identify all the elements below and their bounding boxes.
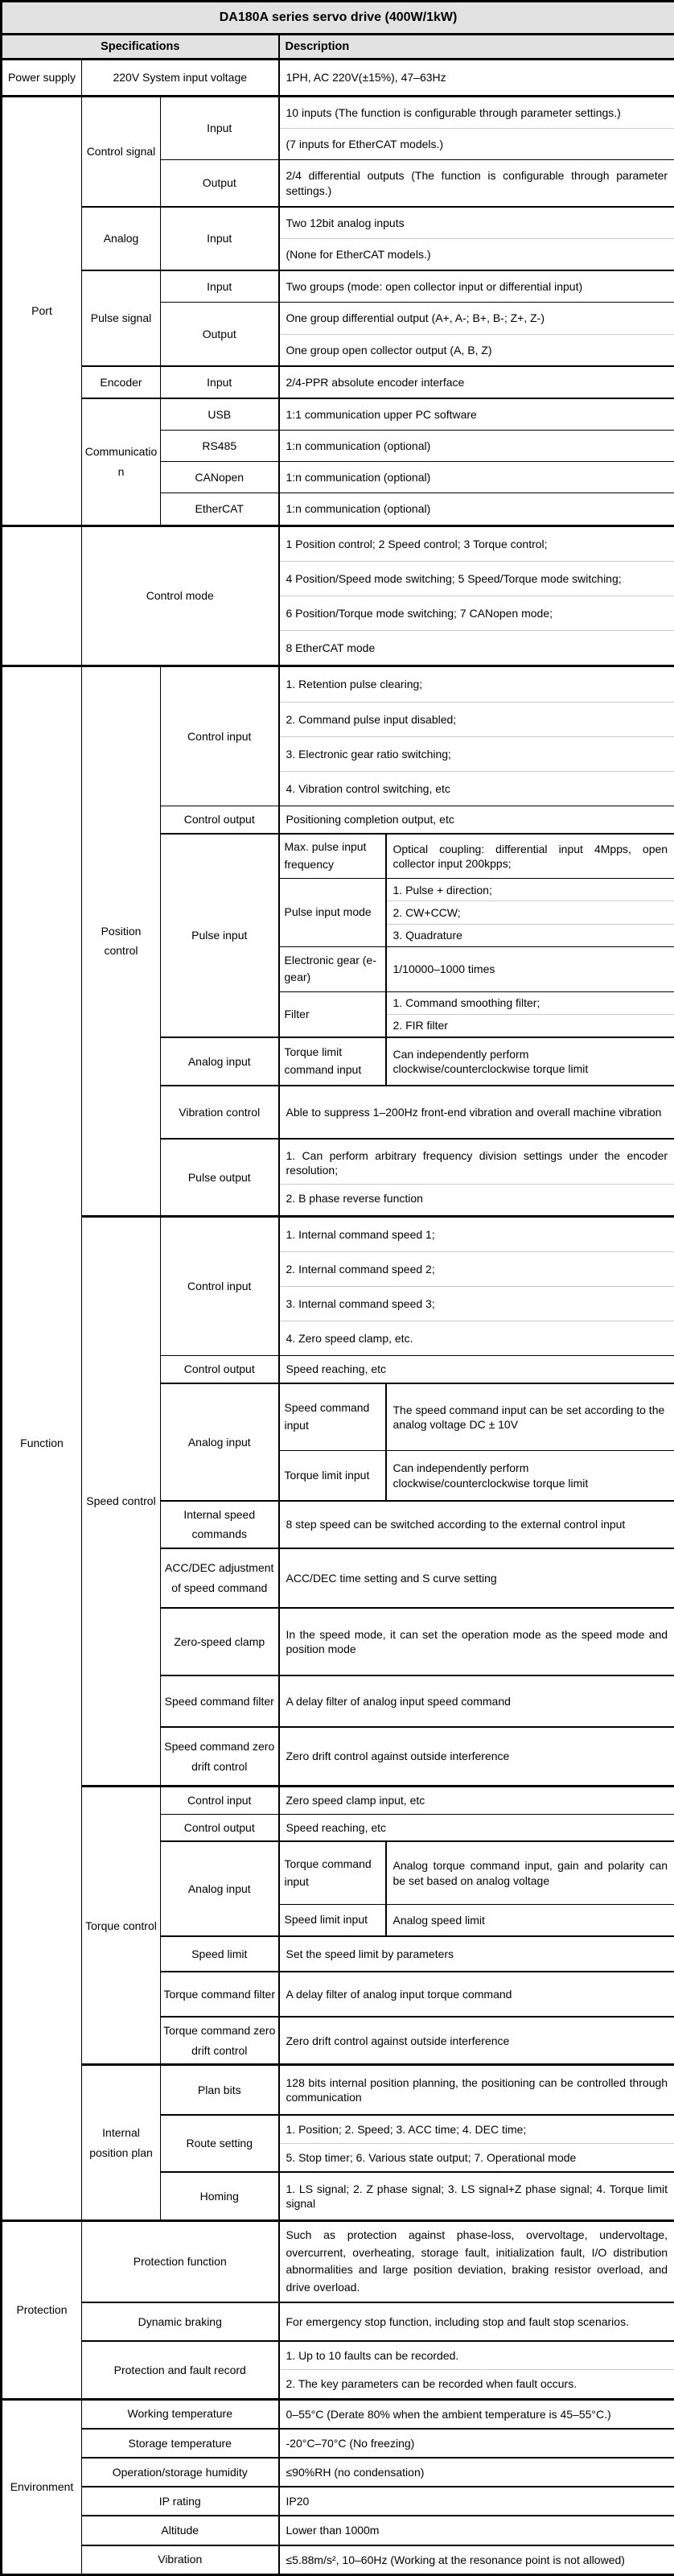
spec-usb: USB bbox=[161, 398, 279, 431]
spec-pulse-output-group: Pulse output bbox=[161, 1139, 279, 1216]
description-paragraph: 1. Internal command speed 1; bbox=[280, 1218, 674, 1251]
spec-rs485: RS485 bbox=[161, 431, 279, 462]
description-paragraph: 10 inputs (The function is configurable through parameter settings.) bbox=[280, 97, 674, 128]
description-paragraph: 2/4 differential outputs (The function is configurable through parameter settings.) bbox=[280, 160, 674, 205]
desc-canopen bbox=[279, 462, 674, 493]
description-paragraph: Optical coupling: differential input 4Mpps, open collector input 200kpps; bbox=[387, 835, 674, 877]
desc-speed-limit bbox=[279, 1936, 674, 1972]
spec-communication: Communication bbox=[82, 398, 161, 526]
spec-torque-control-input: Control input bbox=[161, 1787, 279, 1815]
spec-pos-control-input: Control input bbox=[161, 666, 279, 806]
description-paragraph: Can independently perform clockwise/counterclockwise torque limit bbox=[387, 1454, 674, 1496]
spec-speed-limit: Speed limit bbox=[161, 1936, 279, 1972]
description-paragraph: ≤5.88m/s², 10–60Hz (Working at the resonance point is not allowed) bbox=[280, 2546, 674, 2574]
description-paragraph: For emergency stop function, including stop and fault stop scenarios. bbox=[280, 2308, 674, 2335]
description-paragraph: Two 12bit analog inputs bbox=[280, 208, 674, 238]
desc-storage-temperature bbox=[279, 2429, 674, 2458]
spec-position-control: Position control bbox=[82, 666, 161, 1216]
description-paragraph: 1. Retention pulse clearing; bbox=[280, 667, 674, 701]
description-paragraph: 4. Zero speed clamp, etc. bbox=[280, 1321, 674, 1355]
description-paragraph: 1. Up to 10 faults can be recorded. bbox=[280, 2342, 674, 2369]
desc-usb bbox=[279, 398, 674, 431]
spec-torque-control-output: Control output bbox=[161, 1814, 279, 1841]
spec-max-pulse-input-frequency: Max. pulse input frequency bbox=[279, 834, 386, 879]
desc-electronic-gear bbox=[386, 946, 674, 991]
description-paragraph: 3. Electronic gear ratio switching; bbox=[280, 736, 674, 771]
table-title: DA180A series servo drive (400W/1kW) bbox=[2, 2, 674, 35]
description-paragraph: The speed command input can be set according to the analog voltage DC ± 10V bbox=[387, 1396, 674, 1438]
category-environment: Environment bbox=[2, 2399, 82, 2574]
spec-speed-control-output: Control output bbox=[161, 1356, 279, 1383]
description-paragraph: 1:1 communication upper PC software bbox=[280, 399, 674, 430]
description-paragraph: 8 step speed can be switched according to the external control input bbox=[280, 1511, 674, 1538]
description-paragraph: 2. FIR filter bbox=[387, 1014, 674, 1037]
desc-internal-speed-commands bbox=[279, 1501, 674, 1548]
table-row bbox=[2, 60, 674, 97]
header-specifications: Specifications bbox=[2, 35, 279, 60]
description-paragraph: IP20 bbox=[280, 2487, 674, 2515]
description-paragraph: 1. LS signal; 2. Z phase signal; 3. LS signal+Z phase signal; 4. Torque limit signal bbox=[280, 2175, 674, 2217]
category-protection: Protection bbox=[2, 2220, 82, 2399]
desc-altitude bbox=[279, 2516, 674, 2545]
description-paragraph: 1PH, AC 220V(±15%), 47–63Hz bbox=[280, 60, 674, 94]
desc-pos-control-output bbox=[279, 806, 674, 834]
description-paragraph: ≤90%RH (no condensation) bbox=[280, 2459, 674, 2486]
table-row bbox=[2, 2, 674, 35]
table-row bbox=[2, 2341, 674, 2399]
description-paragraph: (None for EtherCAT models.) bbox=[280, 238, 674, 270]
description-paragraph: 4 Position/Speed mode switching; 5 Speed/Torque mode switching; bbox=[280, 561, 674, 596]
spec-speed-command-input: Speed command input bbox=[279, 1383, 386, 1451]
spec-route-setting: Route setting bbox=[161, 2115, 279, 2172]
desc-acc-dec-adjustment bbox=[279, 1548, 674, 1608]
description-paragraph: 5. Stop timer; 6. Various state output; 7. Operational mode bbox=[280, 2143, 674, 2171]
table-row bbox=[2, 2220, 674, 2302]
description-paragraph: 2. The key parameters can be recorded when fault occurs. bbox=[280, 2369, 674, 2397]
desc-control-mode bbox=[279, 526, 674, 666]
desc-rs485 bbox=[279, 431, 674, 462]
desc-pulse-input-mode bbox=[386, 879, 674, 947]
description-paragraph: One group open collector output (A, B, Z) bbox=[280, 334, 674, 365]
desc-humidity bbox=[279, 2458, 674, 2487]
desc-system-input-voltage bbox=[279, 60, 674, 97]
category-port: Port bbox=[2, 97, 82, 526]
spec-pos-analog-input: Analog input bbox=[161, 1037, 279, 1086]
spec-torque-command-filter: Torque command filter bbox=[161, 1972, 279, 2017]
table-row bbox=[2, 207, 674, 270]
spec-protection-function: Protection function bbox=[82, 2220, 279, 2302]
spec-torque-analog-input: Analog input bbox=[161, 1841, 279, 1936]
spec-storage-temperature: Storage temperature bbox=[82, 2429, 279, 2458]
spec-pulse-input-group: Pulse input bbox=[161, 834, 279, 1037]
desc-speed-command-zero-drift bbox=[279, 1727, 674, 1787]
desc-homing bbox=[279, 2172, 674, 2220]
description-paragraph: Speed reaching, etc bbox=[280, 1358, 674, 1380]
table-row bbox=[2, 2302, 674, 2341]
desc-pulse-output bbox=[279, 1139, 674, 1216]
description-paragraph: 1:n communication (optional) bbox=[280, 493, 674, 524]
description-paragraph: 2. B phase reverse function bbox=[280, 1184, 674, 1212]
category-power-supply: Power supply bbox=[2, 60, 82, 97]
description-paragraph: Such as protection against phase-loss, overvoltage, undervoltage, overcurrent, overheating, storage fault, initialization fault, I/O distribution abnormalities and large position deviation, braking resistor overload, and drive overload. bbox=[280, 2222, 674, 2302]
desc-ip-rating bbox=[279, 2487, 674, 2516]
desc-torque-limit-command-input bbox=[386, 1037, 674, 1086]
spec-speed-analog-input: Analog input bbox=[161, 1383, 279, 1501]
description-paragraph: Able to suppress 1–200Hz front-end vibration and overall machine vibration bbox=[280, 1098, 674, 1126]
spec-control-signal: Control signal bbox=[82, 97, 161, 207]
spec-pulse-input: Input bbox=[161, 270, 279, 303]
description-paragraph: A delay filter of analog input speed command bbox=[280, 1688, 674, 1715]
table-row bbox=[2, 270, 674, 303]
description-paragraph: Can independently perform clockwise/counterclockwise torque limit bbox=[387, 1041, 674, 1082]
spec-speed-control-input: Control input bbox=[161, 1216, 279, 1356]
description-paragraph: 2/4-PPR absolute encoder interface bbox=[280, 367, 674, 398]
spec-encoder-input: Input bbox=[161, 366, 279, 398]
desc-ethercat bbox=[279, 493, 674, 526]
desc-analog-input bbox=[279, 207, 674, 270]
spec-homing: Homing bbox=[161, 2172, 279, 2220]
desc-plan-bits bbox=[279, 2065, 674, 2115]
spec-control-mode: Control mode bbox=[82, 526, 279, 666]
table-row bbox=[2, 97, 674, 160]
table-row bbox=[2, 2429, 674, 2458]
description-paragraph: 2. Internal command speed 2; bbox=[280, 1251, 674, 1286]
category-function: Function bbox=[2, 666, 82, 2220]
spec-internal-speed-commands: Internal speed commands bbox=[161, 1501, 279, 1548]
desc-control-signal-output bbox=[279, 160, 674, 207]
desc-zero-speed-clamp bbox=[279, 1608, 674, 1675]
desc-torque-limit-input bbox=[386, 1451, 674, 1501]
spec-torque-command-zero-drift: Torque command zero drift control bbox=[161, 2017, 279, 2065]
table-row bbox=[2, 2458, 674, 2487]
table-row bbox=[2, 1216, 674, 1356]
spec-altitude: Altitude bbox=[82, 2516, 279, 2545]
description-paragraph: A delay filter of analog input torque command bbox=[280, 1980, 674, 2008]
description-paragraph: 1. Can perform arbitrary frequency division settings under the encoder resolution; bbox=[280, 1142, 674, 1184]
table-row bbox=[2, 366, 674, 398]
desc-pulse-signal-output bbox=[279, 303, 674, 366]
desc-encoder-input bbox=[279, 366, 674, 398]
desc-pos-control-input bbox=[279, 666, 674, 806]
spec-torque-control: Torque control bbox=[82, 1787, 161, 2065]
desc-torque-command-filter bbox=[279, 1972, 674, 2017]
spec-analog: Analog bbox=[82, 207, 161, 270]
description-paragraph: 8 EtherCAT mode bbox=[280, 630, 674, 665]
desc-torque-control-input bbox=[279, 1787, 674, 1815]
spec-electronic-gear: Electronic gear (e-gear) bbox=[279, 946, 386, 991]
category-empty bbox=[2, 526, 82, 666]
desc-pulse-signal-input bbox=[279, 270, 674, 303]
description-paragraph: Speed reaching, etc bbox=[280, 1816, 674, 1838]
desc-vibration-control bbox=[279, 1086, 674, 1139]
desc-route-setting bbox=[279, 2115, 674, 2172]
description-paragraph: 1/10000–1000 times bbox=[387, 955, 674, 983]
description-paragraph: Analog speed limit bbox=[387, 1909, 674, 1931]
table-row bbox=[2, 666, 674, 806]
spec-protection-fault-record: Protection and fault record bbox=[82, 2341, 279, 2399]
spec-speed-control: Speed control bbox=[82, 1216, 161, 1787]
description-paragraph: 1 Position control; 2 Speed control; 3 Torque control; bbox=[280, 527, 674, 561]
desc-speed-command-input bbox=[386, 1383, 674, 1451]
spec-canopen: CANopen bbox=[161, 462, 279, 493]
spec-torque-limit-input: Torque limit input bbox=[279, 1451, 386, 1501]
table-row bbox=[2, 2065, 674, 2115]
table-row bbox=[2, 398, 674, 431]
description-paragraph: Lower than 1000m bbox=[280, 2516, 674, 2544]
description-paragraph: Two groups (mode: open collector input or differential input) bbox=[280, 271, 674, 302]
description-paragraph: 6 Position/Torque mode switching; 7 CANopen mode; bbox=[280, 596, 674, 630]
spec-pulse-input-mode: Pulse input mode bbox=[279, 879, 386, 947]
spec-internal-position-plan: Internal position plan bbox=[82, 2065, 161, 2220]
description-paragraph: 0–55°C (Derate 80% when the ambient temperature is 45–55°C.) bbox=[280, 2401, 674, 2428]
spec-torque-command-input: Torque command input bbox=[279, 1841, 386, 1904]
description-paragraph: 1:n communication (optional) bbox=[280, 431, 674, 461]
desc-speed-control-output bbox=[279, 1356, 674, 1383]
description-paragraph: 3. Internal command speed 3; bbox=[280, 1286, 674, 1321]
description-paragraph: Zero drift control against outside interference bbox=[280, 2027, 674, 2055]
description-paragraph: One group differential output (A+, A-; B+, B-; Z+, Z-) bbox=[280, 303, 674, 333]
desc-filter bbox=[386, 991, 674, 1037]
desc-dynamic-braking bbox=[279, 2302, 674, 2341]
spec-acc-dec-adjustment: ACC/DEC adjustment of speed command bbox=[161, 1548, 279, 1608]
spec-vibration: Vibration bbox=[82, 2545, 279, 2575]
desc-speed-control-input bbox=[279, 1216, 674, 1356]
spec-vibration-control: Vibration control bbox=[161, 1086, 279, 1139]
description-paragraph: 2. CW+CCW; bbox=[387, 901, 674, 923]
description-paragraph: Zero drift control against outside interference bbox=[280, 1742, 674, 1770]
spec-zero-speed-clamp: Zero-speed clamp bbox=[161, 1608, 279, 1675]
table-row bbox=[2, 35, 674, 60]
table-row bbox=[2, 2516, 674, 2545]
table-row bbox=[2, 2399, 674, 2429]
spec-dynamic-braking: Dynamic braking bbox=[82, 2302, 279, 2341]
description-paragraph: 3. Quadrature bbox=[387, 924, 674, 946]
spec-control-signal-output: Output bbox=[161, 160, 279, 207]
spec-ethercat: EtherCAT bbox=[161, 493, 279, 526]
spec-pos-control-output: Control output bbox=[161, 806, 279, 834]
spec-speed-command-filter: Speed command filter bbox=[161, 1675, 279, 1727]
description-paragraph: In the speed mode, it can set the operation mode as the speed mode and position mode bbox=[280, 1621, 674, 1663]
desc-torque-command-input bbox=[386, 1841, 674, 1904]
description-paragraph: -20°C–70°C (No freezing) bbox=[280, 2430, 674, 2457]
desc-speed-limit-input bbox=[386, 1904, 674, 1936]
description-paragraph: Analog torque command input, gain and polarity can be set based on analog voltage bbox=[387, 1852, 674, 1894]
table-row bbox=[2, 1787, 674, 1815]
spec-working-temperature: Working temperature bbox=[82, 2399, 279, 2429]
desc-control-signal-input bbox=[279, 97, 674, 160]
spec-analog-input: Input bbox=[161, 207, 279, 270]
description-paragraph: 128 bits internal position planning, the positioning can be controlled through communication bbox=[280, 2069, 674, 2111]
spec-ip-rating: IP rating bbox=[82, 2487, 279, 2516]
description-paragraph: 1. Pulse + direction; bbox=[387, 879, 674, 901]
desc-torque-control-output bbox=[279, 1814, 674, 1841]
spec-pulse-output: Output bbox=[161, 303, 279, 366]
desc-speed-command-filter bbox=[279, 1675, 674, 1727]
table-row bbox=[2, 526, 674, 666]
description-paragraph: 1:n communication (optional) bbox=[280, 462, 674, 493]
spec-control-signal-input: Input bbox=[161, 97, 279, 160]
table-row bbox=[2, 2545, 674, 2575]
spec-table-body bbox=[2, 2, 674, 2575]
desc-protection-fault-record bbox=[279, 2341, 674, 2399]
description-paragraph: Zero speed clamp input, etc bbox=[280, 1790, 674, 1811]
header-description: Description bbox=[279, 35, 674, 60]
spec-system-input-voltage: 220V System input voltage bbox=[82, 60, 279, 97]
description-paragraph: Positioning completion output, etc bbox=[280, 809, 674, 831]
spec-humidity: Operation/storage humidity bbox=[82, 2458, 279, 2487]
spec-encoder: Encoder bbox=[82, 366, 161, 398]
spec-filter: Filter bbox=[279, 991, 386, 1037]
table-row bbox=[2, 2487, 674, 2516]
description-paragraph: (7 inputs for EtherCAT models.) bbox=[280, 128, 674, 159]
desc-torque-command-zero-drift bbox=[279, 2017, 674, 2065]
desc-working-temperature bbox=[279, 2399, 674, 2429]
desc-protection-function bbox=[279, 2220, 674, 2302]
description-paragraph: 2. Command pulse input disabled; bbox=[280, 702, 674, 736]
spec-speed-limit-input: Speed limit input bbox=[279, 1904, 386, 1936]
spec-pulse-signal: Pulse signal bbox=[82, 270, 161, 366]
desc-vibration bbox=[279, 2545, 674, 2575]
description-paragraph: ACC/DEC time setting and S curve setting bbox=[280, 1564, 674, 1592]
spec-speed-command-zero-drift: Speed command zero drift control bbox=[161, 1727, 279, 1787]
description-paragraph: 1. Command smoothing filter; bbox=[387, 992, 674, 1014]
spec-plan-bits: Plan bits bbox=[161, 2065, 279, 2115]
description-paragraph: Set the speed limit by parameters bbox=[280, 1940, 674, 1968]
description-paragraph: 4. Vibration control switching, etc bbox=[280, 771, 674, 806]
spec-torque-limit-command-input: Torque limit command input bbox=[279, 1037, 386, 1086]
description-paragraph: 1. Position; 2. Speed; 3. ACC time; 4. DEC time; bbox=[280, 2116, 674, 2143]
desc-max-pulse-input-frequency bbox=[386, 834, 674, 879]
